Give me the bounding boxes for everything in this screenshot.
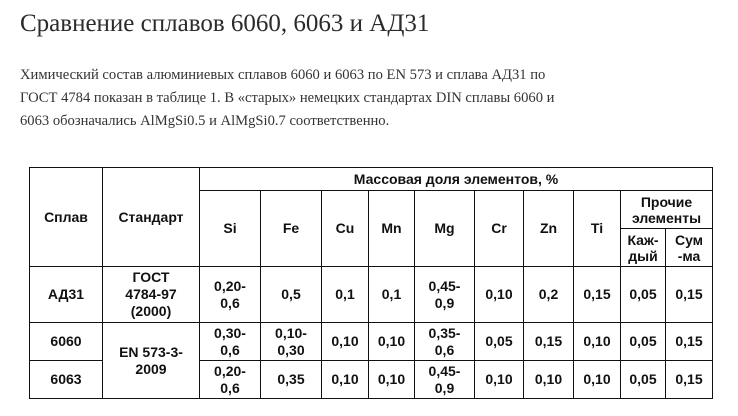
header-element-si: Si [200,191,261,267]
alloy-composition-table [29,167,713,399]
cell-value [621,323,666,361]
cell-value-line: 0,9 [434,294,455,311]
cell-standard [103,267,200,323]
cell-value-line: 0,6 [434,341,455,358]
header-element-cu: Cu [322,191,369,267]
cell-value-line: 0,15 [534,333,563,349]
cell-value [369,361,415,399]
cell-value-line: 0,10 [583,333,611,349]
header-element-ti: Ti [574,191,621,267]
cell-value [621,267,666,323]
header-element-zn: Zn [524,191,574,267]
cell-value-line: 0,15 [675,286,703,302]
header-other-each-line: дый [628,247,658,264]
table-row [30,323,713,361]
cell-value-line: 0,1 [381,286,402,302]
header-element-mg: Mg [415,191,475,267]
cell-value-line: 0,35 [277,371,305,387]
cell-value-line: 0,10 [331,333,359,349]
paragraph-line: 6063 обозначались AlMgSi0.5 и AlMgSi0.7 соответственно. [20,113,390,129]
cell-value [322,267,369,323]
header-element-fe: Fe [261,191,322,267]
cell-value [415,323,475,361]
cell-alloy: АД31 [30,267,103,323]
cell-value-line: 0,1 [335,286,355,302]
cell-value [200,267,261,323]
cell-value [415,267,475,323]
cell-standard-line: 4784-97 [125,286,177,302]
cell-value-line: 0,10- [275,324,307,341]
cell-value-line: 0,6 [220,379,240,396]
cell-value-line: 0,9 [434,379,455,396]
cell-value-line: 0,05 [485,333,513,349]
header-other-total-line: Сум [674,231,704,248]
cell-value [574,323,621,361]
cell-value-line: 0,2 [538,286,559,302]
cell-value-line: 0,30- [214,324,246,341]
cell-value-line: 0,10 [331,371,359,387]
paragraph-line: ГОСТ 4784 показан в таблице 1. В «старых» немецких стандартах DIN сплавы 6060 и [20,90,555,106]
cell-value-line: 0,10 [377,333,406,349]
cell-value [322,323,369,361]
cell-value [261,323,322,361]
cell-value-line: 0,15 [675,333,703,349]
cell-value-line: 0,10 [377,371,406,387]
cell-standard-line: EN 573-3- [119,343,183,360]
header-other-each-line: Каж- [627,231,659,248]
cell-value-line: 0,15 [583,286,611,302]
cell-value-line: 0,10 [583,371,611,387]
cell-value [666,323,713,361]
cell-value-line: 0,10 [485,371,513,387]
cell-value [475,361,524,399]
header-other-line: Прочие [640,193,693,210]
header-other-total [666,229,713,267]
table-row [30,267,713,323]
cell-value [261,267,322,323]
cell-value [524,361,574,399]
cell-value [666,361,713,399]
header-other-total-line: -ма [677,247,701,264]
header-mass-fraction: Массовая доля элементов, % [200,168,713,191]
cell-value-line: 0,05 [629,333,657,349]
cell-value [369,267,415,323]
cell-value [574,361,621,399]
cell-value [475,323,524,361]
table-body [30,267,713,399]
intro-paragraph [20,64,720,133]
cell-value-line: 0,15 [675,371,703,387]
paragraph-line: Химический состав алюминиевых сплавов 6060 и 6063 по EN 573 и сплава АД31 по [20,67,546,83]
header-alloy: Сплав [30,168,103,267]
cell-value-line: 0,6 [220,341,240,358]
cell-value [524,323,574,361]
cell-value [369,323,415,361]
cell-alloy: 6063 [30,361,103,399]
cell-value-line: 0,5 [281,286,301,302]
cell-value-line: 0,45- [428,362,461,379]
cell-value [200,361,261,399]
header-other-each [621,229,666,267]
cell-standard-line: 2009 [135,360,167,377]
cell-standard-line: (2000) [130,303,172,319]
cell-value-line: 0,05 [629,371,657,387]
cell-value [261,361,322,399]
cell-alloy: 6060 [30,323,103,361]
cell-value-line: 0,35- [428,324,461,341]
cell-value-line: 0,30 [277,341,305,358]
cell-value-line: 0,10 [485,286,513,302]
cell-value-line: 0,05 [629,286,657,302]
cell-value-line: 0,45- [428,277,461,294]
cell-value-line: 0,20- [214,362,246,379]
cell-value [415,361,475,399]
cell-value [524,267,574,323]
header-standard: Стандарт [103,168,200,267]
cell-value [621,361,666,399]
cell-value-line: 0,6 [220,294,240,311]
cell-value-line: 0,20- [214,277,246,294]
cell-standard-line: ГОСТ [132,269,170,285]
cell-value [475,267,524,323]
cell-value [666,267,713,323]
header-other-elements [621,191,713,229]
cell-value [200,323,261,361]
cell-standard [103,323,200,399]
header-other-line: элементы [631,209,702,226]
header-element-cr: Cr [475,191,524,267]
cell-value-line: 0,10 [534,371,563,387]
header-element-mn: Mn [369,191,415,267]
page-title: Сравнение сплавов 6060, 6063 и АД31 [20,10,430,37]
cell-value [322,361,369,399]
cell-value [574,267,621,323]
